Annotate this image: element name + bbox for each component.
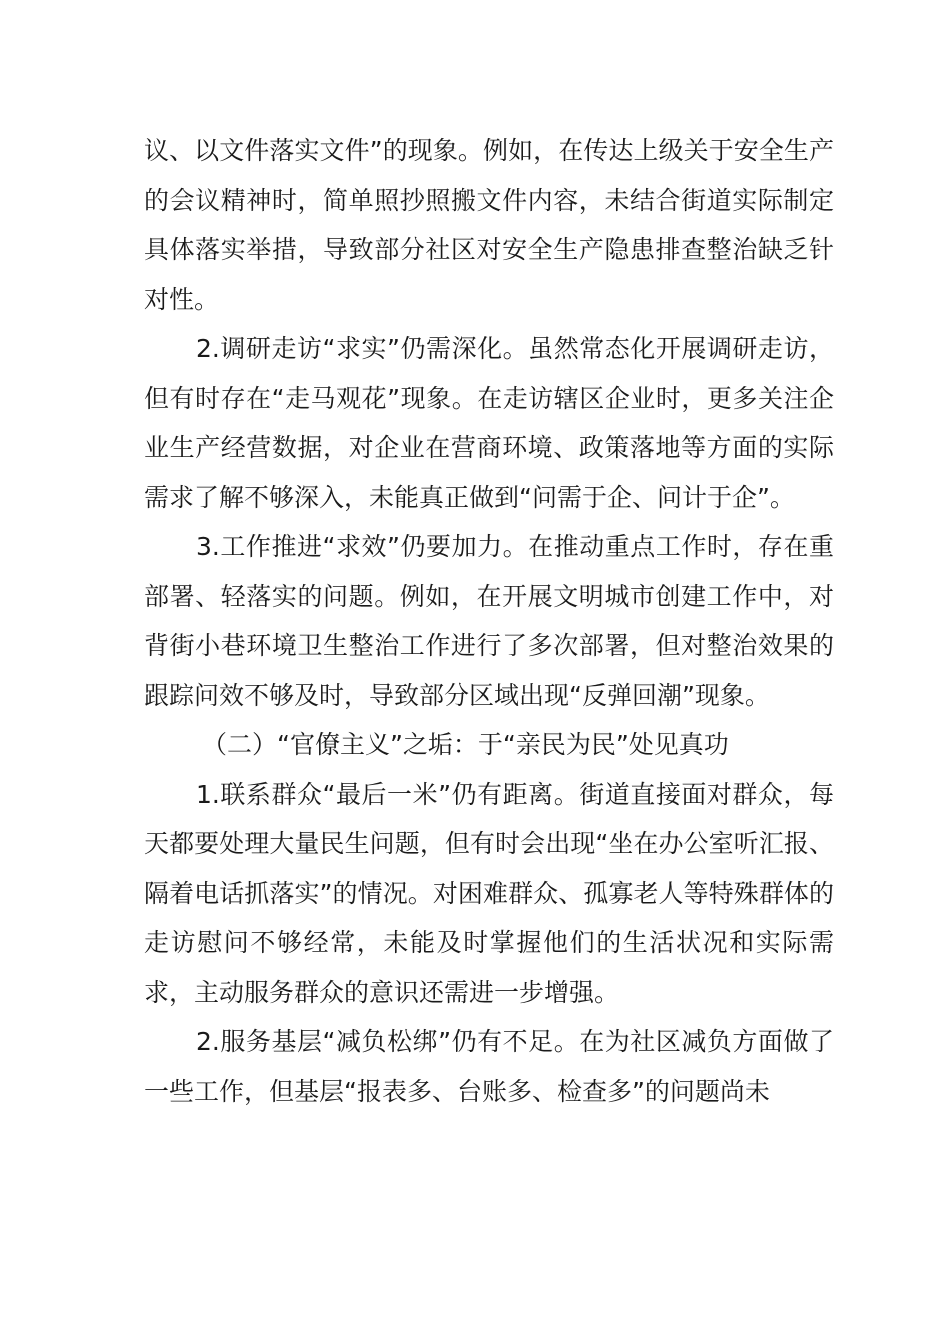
- paragraph-item-3-work-progress: 3.工作推进“求效”仍要加力。在推动重点工作时，存在重部署、轻落实的问题。例如，在开展文明城市创建工作中，对背街小巷环境卫生整治工作进行了多次部署，但对整治效果的跟踪问效不够及时，导致部分区域出现“反弹回潮”现象。: [144, 532, 834, 710]
- paragraph-item-2-research-visits: 2.调研走访“求实”仍需深化。虽然常态化开展调研走访，但有时存在“走马观花”现象。在走访辖区企业时，更多关注企业生产经营数据，对企业在营商环境、政策落地等方面的实际需求了解不够深入，未能真正做到“问需于企、问计于企”。: [144, 334, 834, 512]
- paragraph-item-2-reduce-burden: 2.服务基层“减负松绑”仍有不足。在为社区减负方面做了一些工作，但基层“报表多、台账多、检查多”的问题尚未: [144, 1027, 834, 1106]
- section-heading-bureaucratism: （二）“官僚主义”之垢：于“亲民为民”处见真功: [202, 730, 729, 759]
- paragraph-item-1-contact-masses: 1.联系群众“最后一米”仍有距离。街道直接面对群众，每天都要处理大量民生问题，但有时会出现“坐在办公室听汇报、隔着电话抓落实”的情况。对困难群众、孤寡老人等特殊群体的走访慰问不够经常，未能及时掌握他们的生活状况和实际需求，主动服务群众的意识还需进一步增强。: [144, 779, 834, 1007]
- paragraph-continuation: 议、以文件落实文件”的现象。例如，在传达上级关于安全生产的会议精神时，简单照抄照搬文件内容，未结合街道实际制定具体落实举措，导致部分社区对安全生产隐患排查整治缺乏针对性。: [144, 136, 834, 314]
- document-body: [144, 126, 834, 1116]
